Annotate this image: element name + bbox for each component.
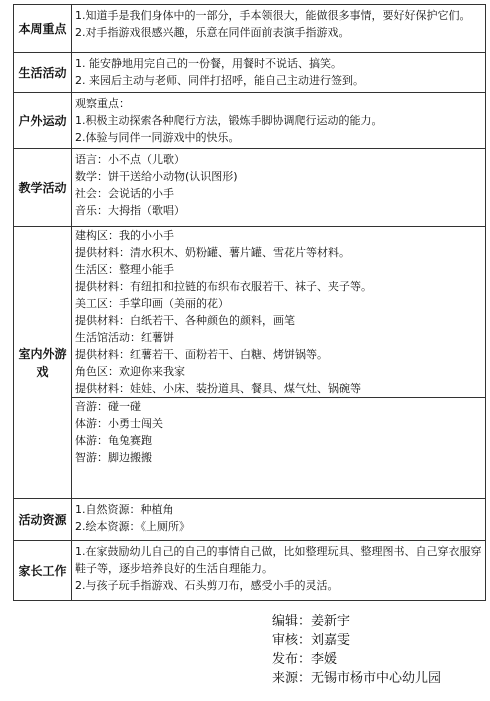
credits	[272, 612, 441, 688]
editor-credit: 编辑：姜新宇	[272, 614, 351, 629]
content-line: 提供材料：红薯若干、面粉若干、白糖、烤饼锅等。	[75, 348, 328, 361]
row-outdoor	[14, 93, 486, 149]
content-line: 角色区：欢迎你来我家	[75, 365, 185, 378]
indoor-areas	[72, 227, 485, 397]
content-line: 1.自然资源：种植角	[75, 503, 174, 516]
content-line: 体游：龟兔赛跑	[75, 434, 152, 447]
content-line: 2.与孩子玩手指游戏、石头剪刀布，感受小手的灵活。	[75, 579, 339, 592]
row-header: 教学活动	[14, 149, 72, 227]
content-line: 社会：会说话的小手	[75, 187, 174, 200]
row-header: 家长工作	[14, 541, 72, 601]
row-teaching	[14, 149, 486, 227]
row-weekly-focus	[14, 5, 486, 53]
content-line: 生活区：整理小能手	[75, 263, 174, 276]
publisher-credit: 发布：李媛	[272, 652, 338, 667]
content-line: 1.知道手是我们身体中的一部分，手本领很大，能做很多事情，要好好保护它们。	[75, 9, 471, 22]
content-line: 语言：小不点（儿歌）	[75, 153, 185, 166]
row-header: 本周重点	[14, 5, 72, 53]
content-line: 智游：脚边搬搬	[75, 451, 152, 464]
row-header: 户外运动	[14, 93, 72, 149]
outdoor-games	[72, 397, 485, 466]
content-line: 2.体验与同伴一同游戏中的快乐。	[75, 131, 240, 144]
content-line: 数学：饼干送给小动物(认识图形)	[75, 170, 238, 183]
row-header: 室内外游戏	[14, 227, 72, 499]
content-line: 2.绘本资源：《上厕所》	[75, 520, 190, 533]
content-line: 生活馆活动：红薯饼	[75, 331, 174, 344]
content-line: 音乐：大拇指（歌唱）	[75, 204, 185, 217]
weekly-plan-table	[13, 4, 486, 601]
row-header: 活动资源	[14, 499, 72, 541]
row-header: 生活活动	[14, 53, 72, 93]
content-line: 2. 来园后主动与老师、同伴打招呼，能自己主动进行签到。	[75, 74, 364, 87]
content-line: 1.积极主动探索各种爬行方法，锻炼手脚协调爬行运动的能力。	[75, 114, 383, 127]
content-line: 观察重点：	[75, 97, 130, 110]
source-credit: 来源：无锡市杨市中心幼儿园	[272, 671, 442, 686]
content-line: 提供材料：有纽扣和拉链的布织布衣服若干、袜子、夹子等。	[75, 280, 372, 293]
content-line: 提供材料：白纸若干、各种颜色的颜料，画笔	[75, 314, 295, 327]
reviewer-credit: 审核：刘嘉雯	[272, 633, 351, 648]
row-daily-life	[14, 53, 486, 93]
content-line: 建构区：我的小小手	[75, 229, 174, 242]
content-line: 提供材料：清水积木、奶粉罐、薯片罐、雪花片等材料。	[75, 246, 350, 259]
content-line: 音游：碰一碰	[75, 400, 141, 413]
row-parents	[14, 541, 486, 601]
row-games	[14, 227, 486, 499]
content-line: 1. 能安静地用完自己的一份餐，用餐时不说话、搞笑。	[75, 57, 342, 70]
content-line: 体游：小勇士闯关	[75, 417, 163, 430]
row-resources	[14, 499, 486, 541]
content-line: 美工区：手掌印画（美丽的花）	[75, 297, 229, 310]
content-line: 提供材料：娃娃、小床、装扮道具、餐具、煤气灶、锅碗等	[75, 382, 361, 395]
content-line: 2.对手指游戏很感兴趣，乐意在同伴面前表演手指游戏。	[75, 26, 350, 39]
content-line: 1.在家鼓励幼儿自己的自己的事情自己做，比如整理玩具、整理图书、自己穿衣服穿鞋子等，逐步培养良好的生活自理能力。	[75, 545, 482, 575]
